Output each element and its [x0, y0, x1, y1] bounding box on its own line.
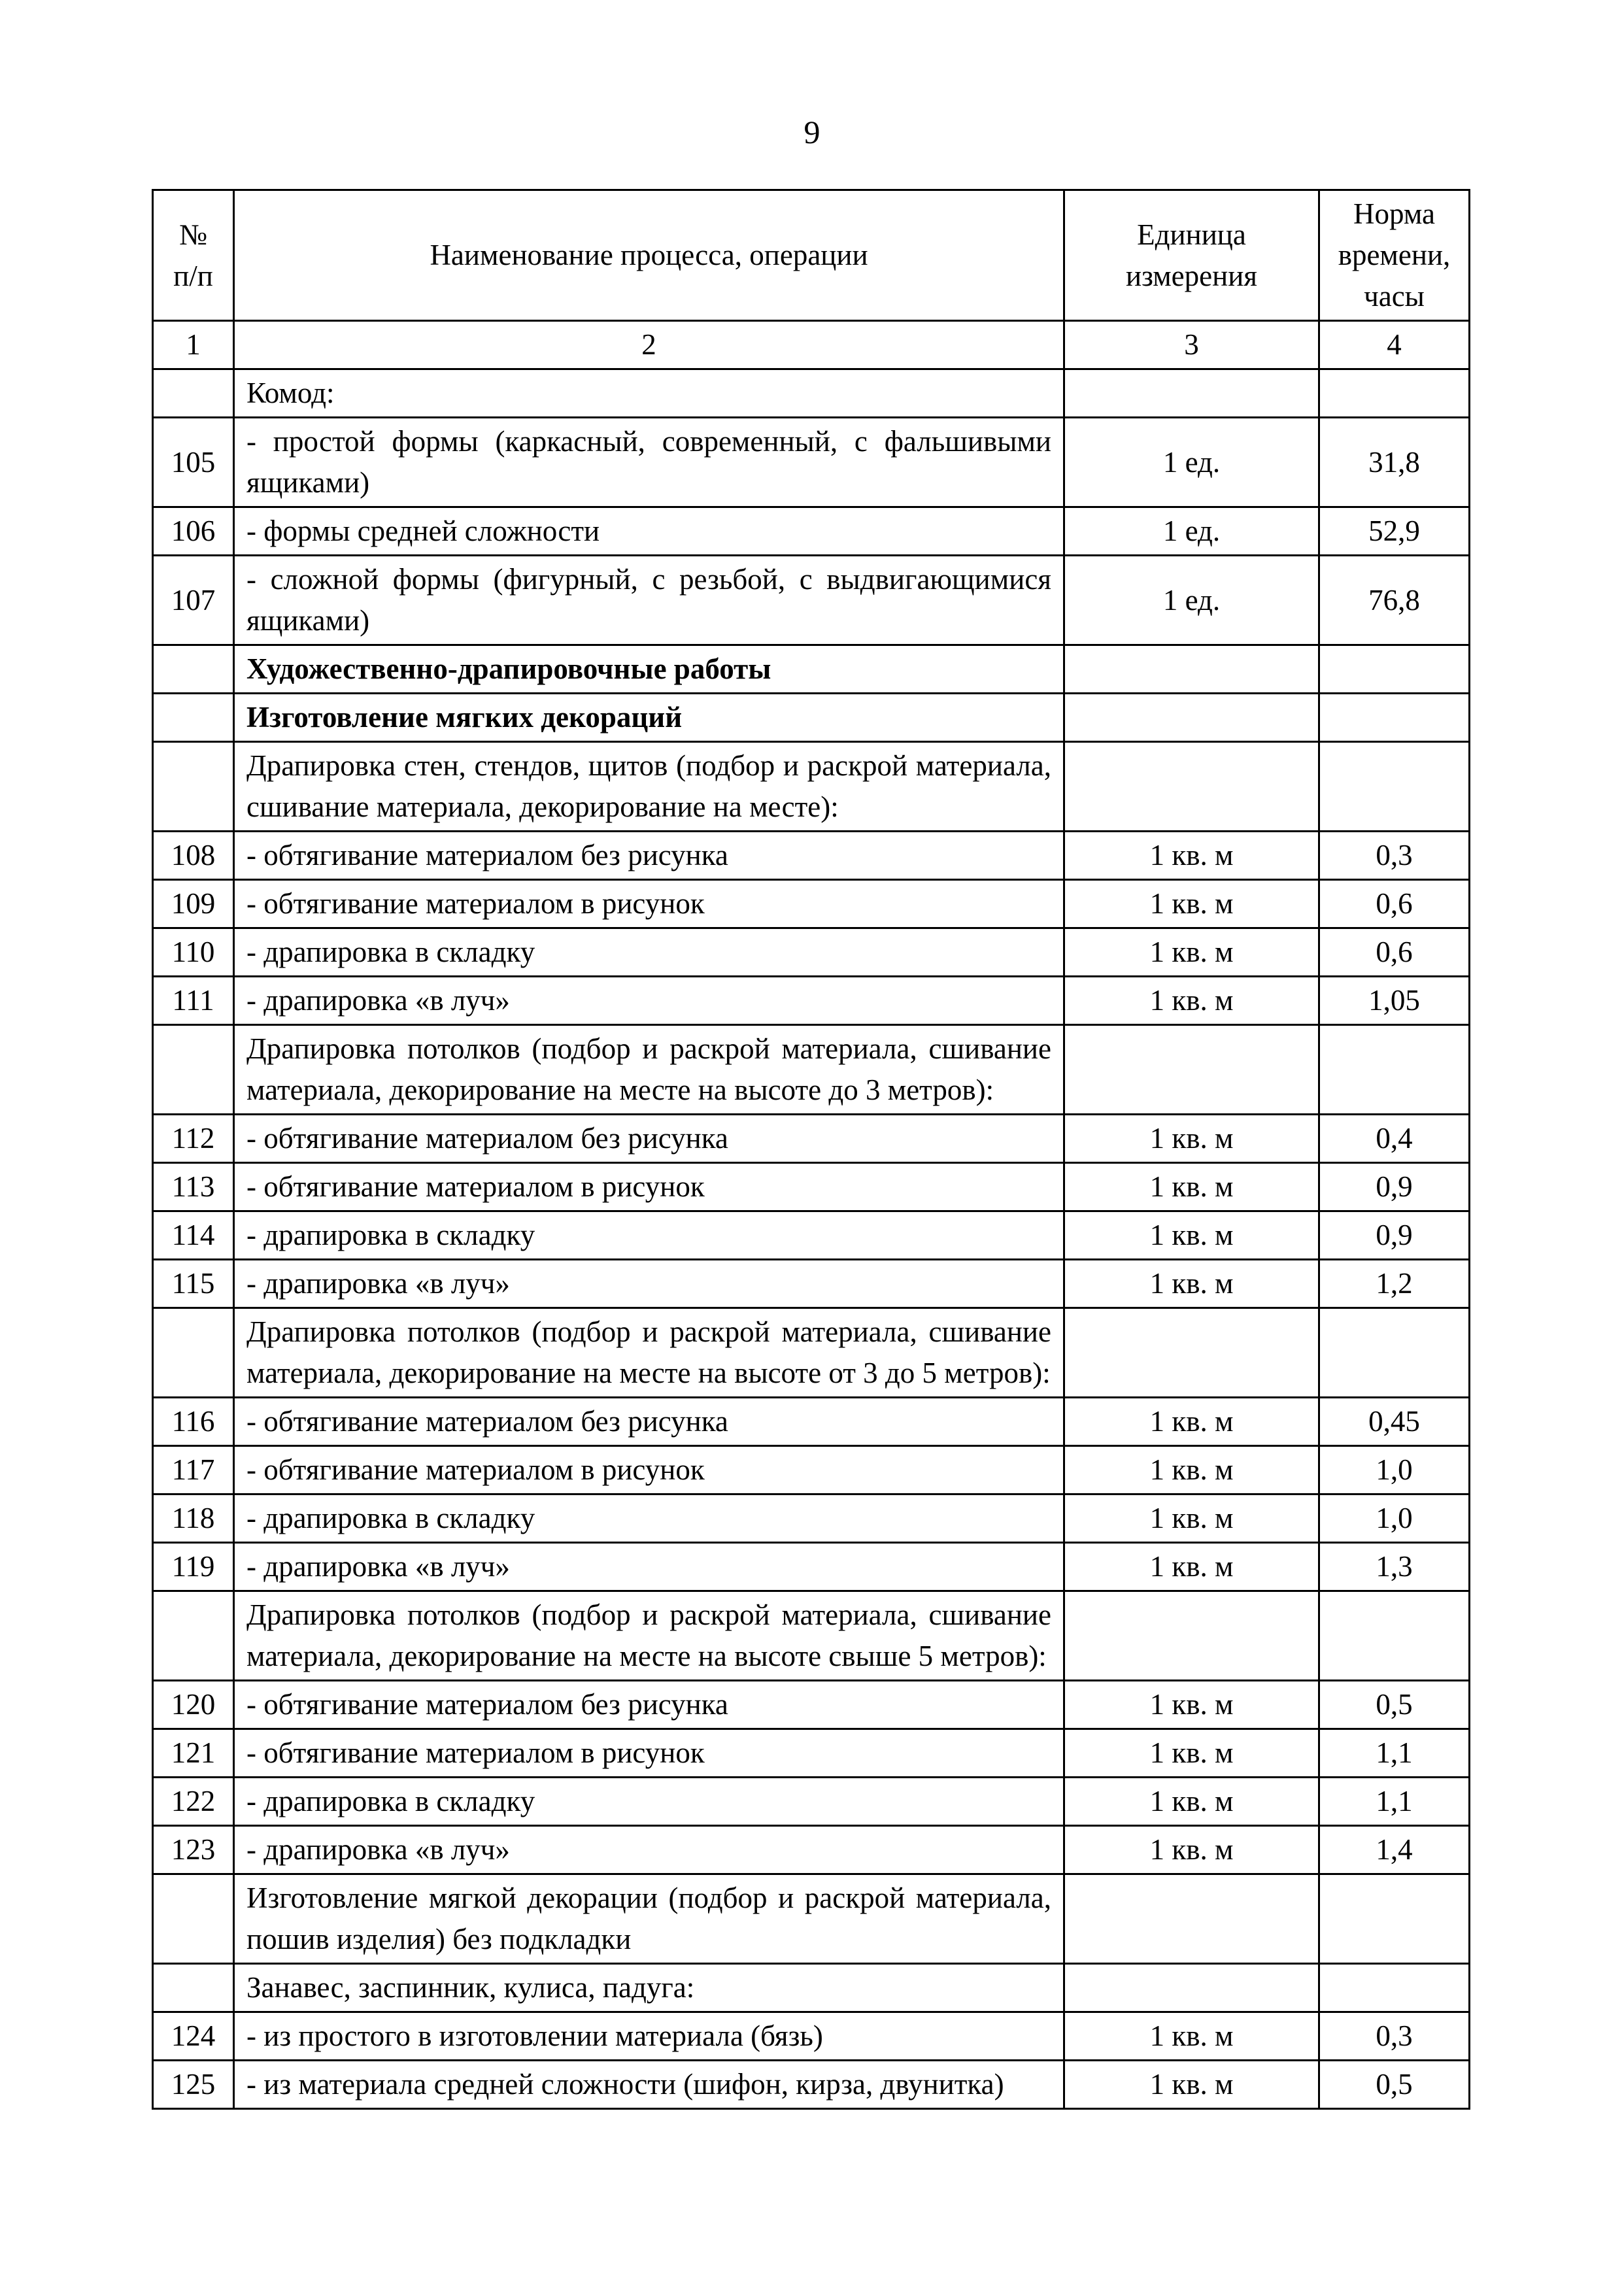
row-unit [1064, 1308, 1319, 1398]
row-unit [1064, 1591, 1319, 1681]
table-row [153, 880, 1470, 928]
row-norm [1319, 1025, 1470, 1115]
row-norm [1319, 742, 1470, 832]
table-row [153, 977, 1470, 1025]
row-number [153, 1591, 234, 1681]
norms-table [152, 189, 1470, 2110]
row-norm: 0,45 [1319, 1398, 1470, 1446]
row-number: 106 [153, 507, 234, 556]
row-name: - из материала средней сложности (шифон, кирза, двунитка) [234, 2061, 1064, 2109]
row-name: - драпировка в складку [234, 1494, 1064, 1543]
row-norm: 0,9 [1319, 1211, 1470, 1260]
row-norm: 1,0 [1319, 1446, 1470, 1494]
row-unit: 1 кв. м [1064, 1778, 1319, 1826]
row-norm: 31,8 [1319, 418, 1470, 507]
row-number: 110 [153, 928, 234, 977]
row-norm: 1,0 [1319, 1494, 1470, 1543]
row-unit [1064, 742, 1319, 832]
row-name: - обтягивание материалом без рисунка [234, 1115, 1064, 1163]
row-name: Изготовление мягкой декорации (подбор и раскрой материала, пошив изделия) без подкладки [234, 1874, 1064, 1964]
row-name: - из простого в изготовлении материала (бязь) [234, 2012, 1064, 2061]
row-norm: 0,6 [1319, 880, 1470, 928]
row-name: Комод: [234, 369, 1064, 418]
row-unit [1064, 694, 1319, 742]
table-row [153, 1115, 1470, 1163]
table-row [153, 2061, 1470, 2109]
table-row [153, 1260, 1470, 1308]
row-norm: 1,1 [1319, 1778, 1470, 1826]
row-unit [1064, 1874, 1319, 1964]
row-number: 105 [153, 418, 234, 507]
row-number: 119 [153, 1543, 234, 1591]
row-number: 116 [153, 1398, 234, 1446]
table-row [153, 1964, 1470, 2012]
table-row [153, 1826, 1470, 1874]
row-unit [1064, 1964, 1319, 2012]
row-norm [1319, 1591, 1470, 1681]
norms-table-body [153, 190, 1470, 2109]
row-number: 112 [153, 1115, 234, 1163]
table-row [153, 1025, 1470, 1115]
table-row [153, 832, 1470, 880]
header-unit: Единица измерения [1064, 190, 1319, 321]
row-name: - драпировка в складку [234, 1778, 1064, 1826]
row-unit: 1 кв. м [1064, 1543, 1319, 1591]
row-number [153, 694, 234, 742]
row-name: - обтягивание материалом в рисунок [234, 1446, 1064, 1494]
row-name: - простой формы (каркасный, современный, с фальшивыми ящиками) [234, 418, 1064, 507]
row-norm [1319, 369, 1470, 418]
row-unit: 1 кв. м [1064, 1446, 1319, 1494]
row-unit: 1 кв. м [1064, 1163, 1319, 1211]
row-norm: 1,3 [1319, 1543, 1470, 1591]
table-row [153, 1398, 1470, 1446]
row-number: 107 [153, 556, 234, 645]
table-row [153, 1778, 1470, 1826]
row-number: 118 [153, 1494, 234, 1543]
row-name: - формы средней сложности [234, 507, 1064, 556]
row-name: Художественно-драпировочные работы [234, 645, 1064, 694]
row-name: - обтягивание материалом без рисунка [234, 1398, 1064, 1446]
column-number-3: 3 [1064, 321, 1319, 369]
header-name: Наименование процесса, операции [234, 190, 1064, 321]
row-norm: 0,5 [1319, 1681, 1470, 1729]
row-norm [1319, 694, 1470, 742]
row-unit: 1 ед. [1064, 418, 1319, 507]
row-number: 125 [153, 2061, 234, 2109]
row-unit: 1 кв. м [1064, 1398, 1319, 1446]
column-number-4: 4 [1319, 321, 1470, 369]
row-unit: 1 кв. м [1064, 1115, 1319, 1163]
row-name: - драпировка в складку [234, 1211, 1064, 1260]
row-number: 117 [153, 1446, 234, 1494]
row-unit [1064, 645, 1319, 694]
row-number [153, 742, 234, 832]
row-unit [1064, 1025, 1319, 1115]
row-number: 123 [153, 1826, 234, 1874]
row-unit: 1 кв. м [1064, 1681, 1319, 1729]
row-name: Драпировка потолков (подбор и раскрой материала, сшивание материала, декорирование на месте на высоте до 3 метров): [234, 1025, 1064, 1115]
row-number [153, 645, 234, 694]
row-name: - сложной формы (фигурный, с резьбой, с выдвигающимися ящиками) [234, 556, 1064, 645]
row-number: 120 [153, 1681, 234, 1729]
row-name: Драпировка потолков (подбор и раскрой материала, сшивание материала, декорирование на месте на высоте свыше 5 метров): [234, 1591, 1064, 1681]
row-name: - обтягивание материалом в рисунок [234, 1163, 1064, 1211]
row-number [153, 1308, 234, 1398]
row-number [153, 369, 234, 418]
table-row [153, 507, 1470, 556]
row-norm: 1,05 [1319, 977, 1470, 1025]
row-norm: 0,6 [1319, 928, 1470, 977]
row-number [153, 1025, 234, 1115]
row-number [153, 1874, 234, 1964]
table-header-row [153, 190, 1470, 321]
row-unit: 1 кв. м [1064, 928, 1319, 977]
header-norm: Норма времени, часы [1319, 190, 1470, 321]
row-norm: 0,3 [1319, 832, 1470, 880]
table-row [153, 694, 1470, 742]
row-number: 109 [153, 880, 234, 928]
table-row [153, 1591, 1470, 1681]
table-row [153, 369, 1470, 418]
row-number: 122 [153, 1778, 234, 1826]
table-row [153, 742, 1470, 832]
row-norm: 0,4 [1319, 1115, 1470, 1163]
row-norm: 1,2 [1319, 1260, 1470, 1308]
row-norm: 76,8 [1319, 556, 1470, 645]
row-unit: 1 кв. м [1064, 1826, 1319, 1874]
row-unit: 1 кв. м [1064, 880, 1319, 928]
row-unit: 1 кв. м [1064, 977, 1319, 1025]
table-row [153, 1874, 1470, 1964]
row-unit: 1 кв. м [1064, 832, 1319, 880]
row-name: - драпировка в складку [234, 928, 1064, 977]
row-name: - драпировка «в луч» [234, 1826, 1064, 1874]
row-norm [1319, 1308, 1470, 1398]
row-name: - обтягивание материалом в рисунок [234, 880, 1064, 928]
row-number: 111 [153, 977, 234, 1025]
row-unit: 1 кв. м [1064, 1494, 1319, 1543]
table-row [153, 556, 1470, 645]
row-name: Занавес, заспинник, кулиса, падуга: [234, 1964, 1064, 2012]
row-name: - драпировка «в луч» [234, 1543, 1064, 1591]
table-row [153, 1211, 1470, 1260]
row-number: 108 [153, 832, 234, 880]
table-row [153, 1494, 1470, 1543]
row-unit [1064, 369, 1319, 418]
row-norm: 1,4 [1319, 1826, 1470, 1874]
header-number: № п/п [153, 190, 234, 321]
row-unit: 1 ед. [1064, 556, 1319, 645]
row-name: - драпировка «в луч» [234, 977, 1064, 1025]
row-number: 115 [153, 1260, 234, 1308]
table-row [153, 1729, 1470, 1778]
row-number [153, 1964, 234, 2012]
row-number: 113 [153, 1163, 234, 1211]
table-row [153, 418, 1470, 507]
row-norm [1319, 1874, 1470, 1964]
row-name: - драпировка «в луч» [234, 1260, 1064, 1308]
row-name: - обтягивание материалом без рисунка [234, 1681, 1064, 1729]
row-unit: 1 кв. м [1064, 2012, 1319, 2061]
row-number: 114 [153, 1211, 234, 1260]
table-row [153, 1681, 1470, 1729]
table-row [153, 1446, 1470, 1494]
column-number-1: 1 [153, 321, 234, 369]
column-number-2: 2 [234, 321, 1064, 369]
row-norm: 0,9 [1319, 1163, 1470, 1211]
row-number: 124 [153, 2012, 234, 2061]
table-row [153, 1163, 1470, 1211]
row-name: Драпировка стен, стендов, щитов (подбор и раскрой материала, сшивание материала, декорирование на месте): [234, 742, 1064, 832]
column-number-row [153, 321, 1470, 369]
table-row [153, 1308, 1470, 1398]
page-number: 9 [804, 114, 820, 150]
row-norm [1319, 645, 1470, 694]
row-name: Драпировка потолков (подбор и раскрой материала, сшивание материала, декорирование на месте на высоте от 3 до 5 метров): [234, 1308, 1064, 1398]
row-norm: 1,1 [1319, 1729, 1470, 1778]
row-name: - обтягивание материалом без рисунка [234, 832, 1064, 880]
row-unit: 1 кв. м [1064, 1211, 1319, 1260]
row-number: 121 [153, 1729, 234, 1778]
row-unit: 1 ед. [1064, 507, 1319, 556]
row-norm: 52,9 [1319, 507, 1470, 556]
row-name: - обтягивание материалом в рисунок [234, 1729, 1064, 1778]
table-row [153, 2012, 1470, 2061]
row-norm [1319, 1964, 1470, 2012]
table-row [153, 1543, 1470, 1591]
table-row [153, 645, 1470, 694]
row-unit: 1 кв. м [1064, 1260, 1319, 1308]
row-unit: 1 кв. м [1064, 2061, 1319, 2109]
row-norm: 0,3 [1319, 2012, 1470, 2061]
table-row [153, 928, 1470, 977]
row-name: Изготовление мягких декораций [234, 694, 1064, 742]
row-unit: 1 кв. м [1064, 1729, 1319, 1778]
row-norm: 0,5 [1319, 2061, 1470, 2109]
